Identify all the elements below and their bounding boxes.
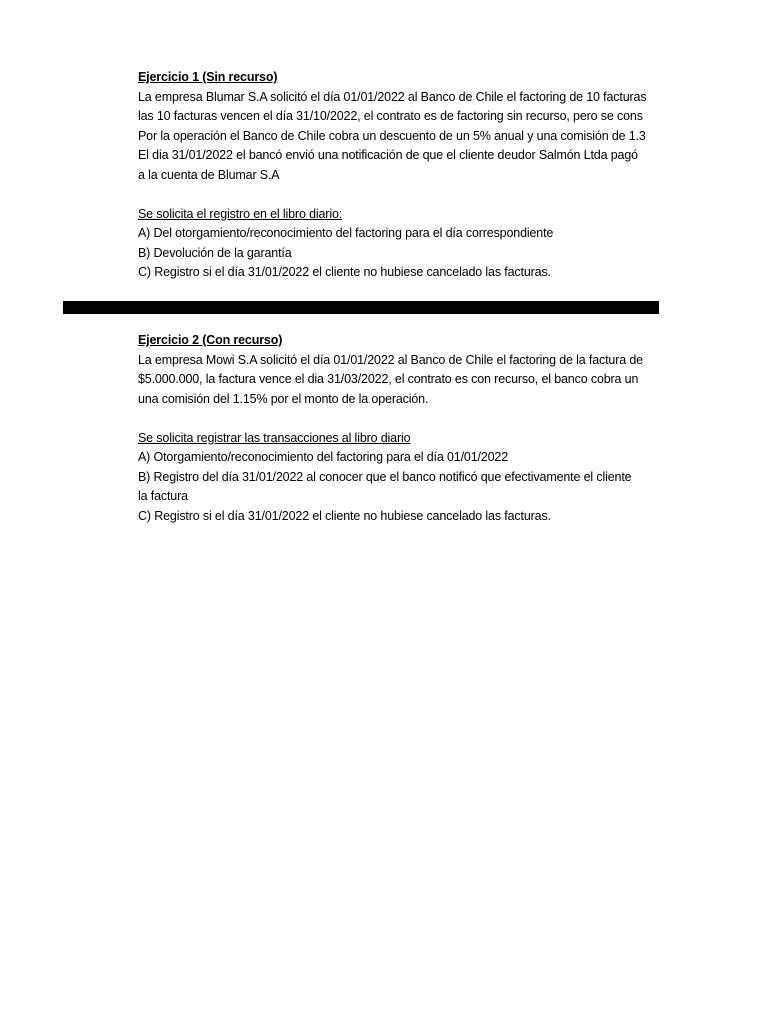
section-divider <box>63 301 659 314</box>
exercise-1-request-a: A) Del otorgamiento/reconocimiento del factoring para el día correspondiente <box>138 226 554 240</box>
exercise-1-line-2: las 10 facturas vencen el día 31/10/2022, el contrato es de factoring sin recurso, pero se cons <box>138 109 643 123</box>
exercise-1-section <box>138 68 659 283</box>
exercise-1-line-1: La empresa Blumar S.A solicitó el día 01/01/2022 al Banco de Chile el factoring de 10 facturas <box>138 89 647 104</box>
exercise-1-line-4: El dia 31/01/2022 el bancó envió una notificación de que el cliente deudor Salmón Ltda pagó <box>138 148 638 162</box>
exercise-2-line-3: una comisión del 1.15% por el monto de la operación. <box>138 391 429 406</box>
spacer <box>138 185 659 205</box>
exercise-2-request-b: B) Registro del día 31/01/2022 al conocer que el banco notificó que efectivamente el cliente <box>138 469 632 484</box>
exercise-2-request-c: C) Registro si el día 31/01/2022 el cliente no hubiese cancelado las facturas. <box>138 508 551 523</box>
exercise-2-line-1: La empresa Mowi S.A solicitó el día 01/01/2022 al Banco de Chile el factoring de la factura de <box>138 352 643 367</box>
exercise-2-title: Ejercicio 2 (Con recurso) <box>138 333 283 347</box>
exercise-2-request-a: A) Otorgamiento/reconocimiento del factoring para el día 01/01/2022 <box>138 450 509 464</box>
exercise-2-line-2: $5.000.000, la factura vence el dia 31/03/2022, el contrato es con recurso, el banco cobra un <box>138 372 639 386</box>
exercise-1-line-3: Por la operación el Banco de Chile cobra un descuento de un 5% anual y una comisión de 1.3 <box>138 128 646 143</box>
exercise-2-request-b-cont: la factura <box>138 489 188 503</box>
exercise-1-request-c: C) Registro si el día 31/01/2022 el cliente no hubiese cancelado las facturas. <box>138 265 551 279</box>
exercise-2-section <box>138 331 659 526</box>
exercise-1-title: Ejercicio 1 (Sin recurso) <box>138 70 278 84</box>
exercise-1-request-b: B) Devolución de la garantía <box>138 245 292 260</box>
exercise-2-request-title: Se solicita registrar las transacciones al libro diario <box>138 430 411 445</box>
exercise-1-line-5: a la cuenta de Blumar S.A <box>138 167 280 182</box>
exercise-1-request-title: Se solicita el registro en el libro diario: <box>138 206 343 221</box>
spacer <box>138 409 659 429</box>
